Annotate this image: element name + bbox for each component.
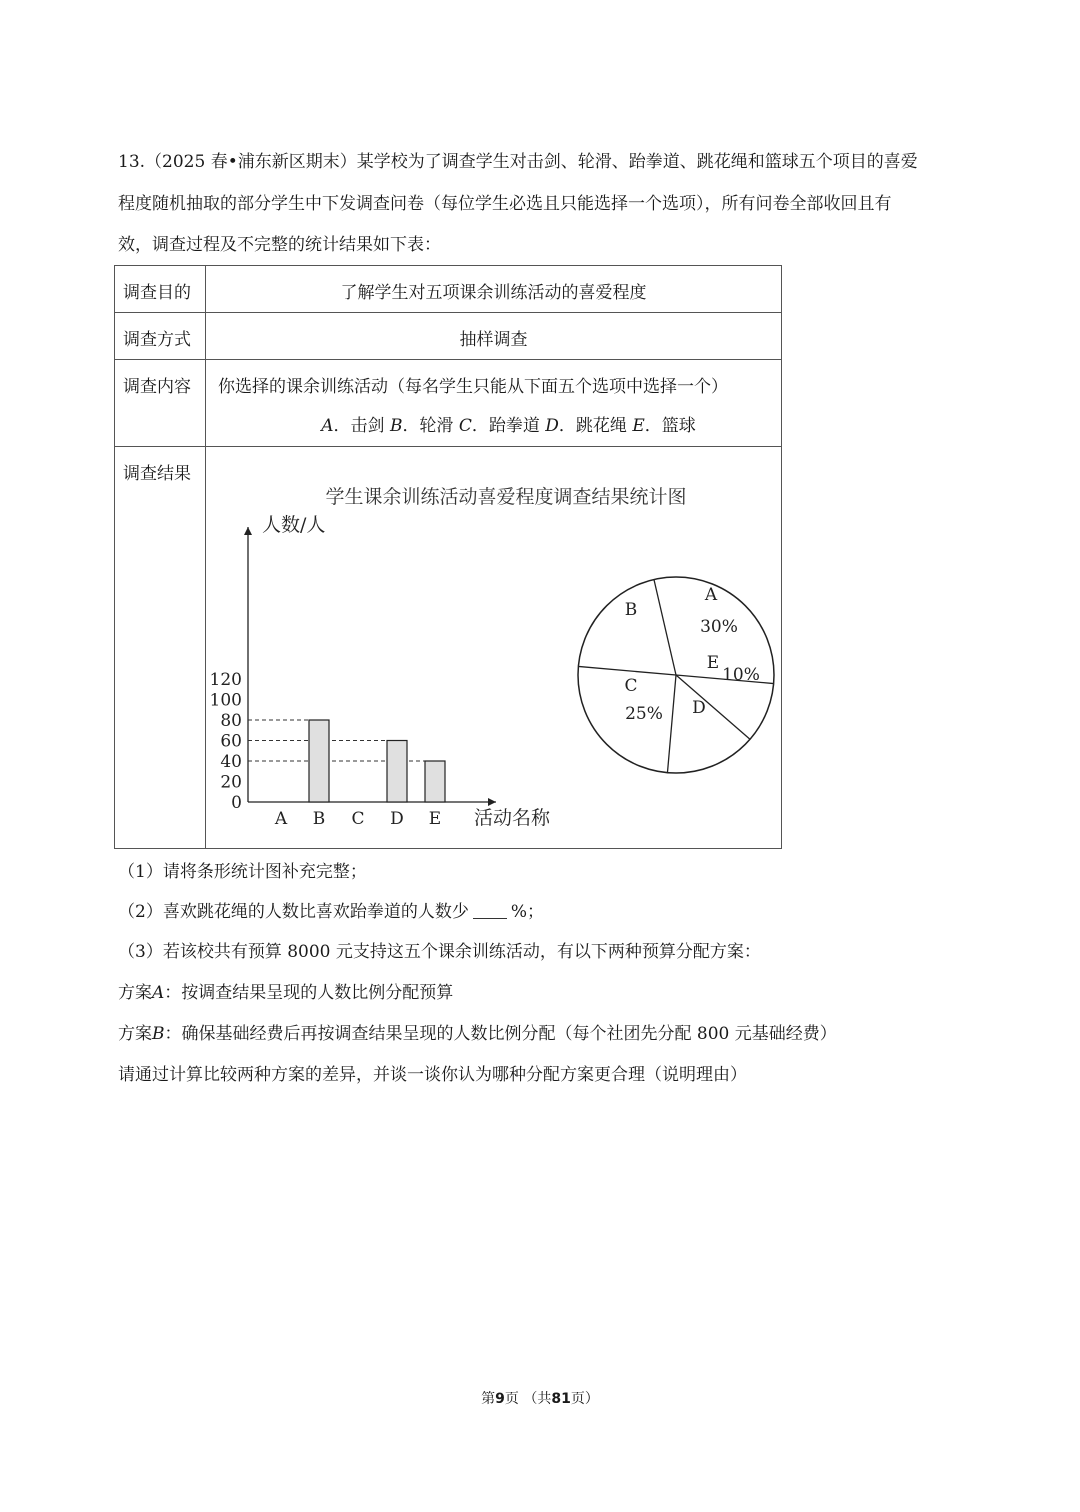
- bar-chart: [210, 514, 551, 829]
- survey-table: [114, 265, 782, 849]
- pie-label-E: E: [706, 653, 720, 673]
- row-content-label: 调查内容: [115, 360, 206, 447]
- part-2: （2）喜欢跳花绳的人数比喜欢跆拳道的人数少 %；: [118, 902, 544, 922]
- row-method-value: 抽样调查: [206, 313, 782, 360]
- pie-percent-C: 25%: [625, 704, 663, 724]
- bar-B: [309, 720, 329, 802]
- answer-blank[interactable]: [473, 902, 507, 919]
- x-tick-label: A: [274, 809, 288, 829]
- question-intro-line-2: 程度随机抽取的部分学生中下发调查问卷（每位学生必选且只能选择一个选项），所有问卷全部收回且有: [118, 194, 892, 214]
- part-1: （1）请将条形统计图补充完整；: [118, 862, 367, 882]
- bar-D: [387, 741, 407, 803]
- chart-title: 学生课余训练活动喜爱程度调查结果统计图: [325, 486, 687, 508]
- bar-E: [425, 761, 445, 802]
- row-result-chart: [206, 447, 782, 849]
- row-purpose-value: 了解学生对五项课余训练活动的喜爱程度: [206, 266, 782, 313]
- pie-label-A: A: [704, 585, 718, 605]
- pie-percent-E: 10%: [722, 665, 760, 685]
- content-question: 你选择的课余训练活动（每名学生只能从下面五个选项中选择一个）: [218, 377, 728, 397]
- pie-label-D: D: [692, 698, 706, 718]
- y-tick-label: 80: [220, 711, 242, 731]
- row-purpose-label: 调查目的: [115, 266, 206, 313]
- result-chart: [206, 447, 781, 847]
- pie-label-B: B: [624, 600, 638, 620]
- y-tick-label: 0: [231, 793, 242, 813]
- question-intro-line-3: 效，调查过程及不完整的统计结果如下表：: [118, 235, 441, 255]
- row-method-label: 调查方式: [115, 313, 206, 360]
- x-tick-label: D: [390, 809, 404, 829]
- pie-percent-A: 30%: [700, 617, 738, 637]
- pie-chart: [578, 577, 774, 773]
- y-tick-label: 20: [220, 772, 242, 793]
- final-instruction: 请通过计算比较两种方案的差异，并谈一谈你认为哪种分配方案更合理（说明理由）: [118, 1065, 747, 1085]
- x-axis-label: 活动名称: [474, 807, 551, 829]
- row-content-value: [206, 360, 782, 447]
- part-3: （3）若该校共有预算 8000 元支持这五个课余训练活动，有以下两种预算分配方案：: [118, 942, 761, 962]
- x-tick-label: B: [312, 809, 326, 829]
- plan-a: 方案A：按调查结果呈现的人数比例分配预算: [118, 983, 454, 1003]
- y-tick-label: 120: [209, 670, 242, 690]
- y-tick-label: 100: [209, 690, 242, 711]
- y-axis-label: 人数/人: [262, 514, 326, 536]
- question-intro-line-1: 13.（2025 春•浦东新区期末）某学校为了调查学生对击剑、轮滑、跆拳道、跳花绳和篮球五个项目的喜爱: [118, 152, 918, 172]
- content-options: A．击剑 B．轮滑 C．跆拳道 D．跳花绳 E．篮球: [321, 416, 696, 436]
- y-tick-label: 40: [220, 752, 242, 772]
- x-tick-label: E: [428, 809, 442, 829]
- pie-label-C: C: [624, 676, 638, 696]
- page-footer: 第9页 （共81页）: [481, 1391, 599, 1407]
- x-tick-label: C: [351, 809, 365, 829]
- row-result-label: 调查结果: [115, 447, 206, 849]
- x-axis-arrow: [488, 798, 496, 806]
- plan-b: 方案B：确保基础经费后再按调查结果呈现的人数比例分配（每个社团先分配 800 元基础经费）: [118, 1024, 837, 1044]
- y-tick-label: 60: [220, 731, 242, 752]
- y-axis-arrow: [244, 527, 252, 535]
